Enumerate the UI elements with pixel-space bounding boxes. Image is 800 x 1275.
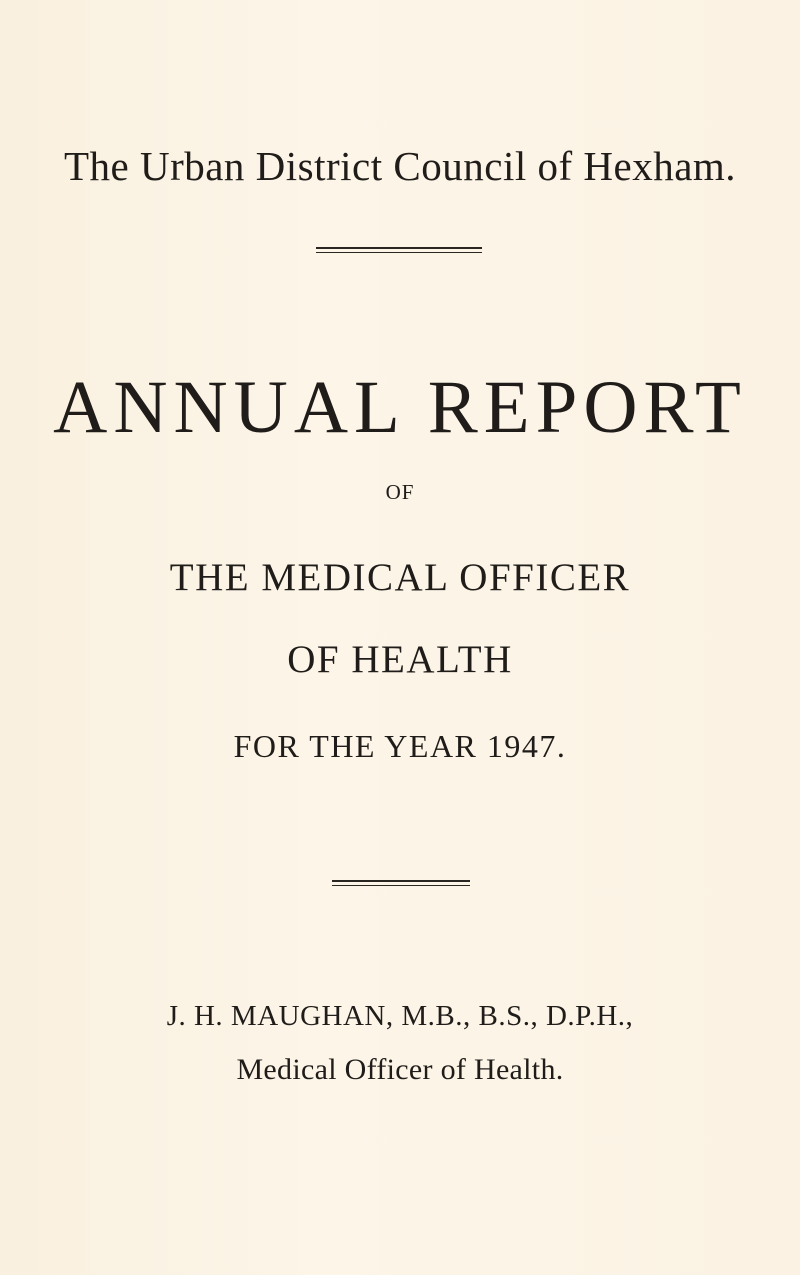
author-role: Medical Officer of Health. [236,1053,564,1086]
top-double-rule [316,247,482,253]
health-title: OF HEALTH [287,638,513,681]
council-title: The Urban District Council of Hexham. [63,143,737,189]
of-label: OF [385,480,415,504]
year-line: FOR THE YEAR 1947. [233,728,567,764]
author-name: J. H. MAUGHAN, M.B., B.S., D.P.H., [166,1000,634,1032]
officer-title: THE MEDICAL OFFICER [169,556,631,599]
bottom-double-rule [332,880,470,886]
report-title: ANNUAL REPORT [53,366,747,449]
